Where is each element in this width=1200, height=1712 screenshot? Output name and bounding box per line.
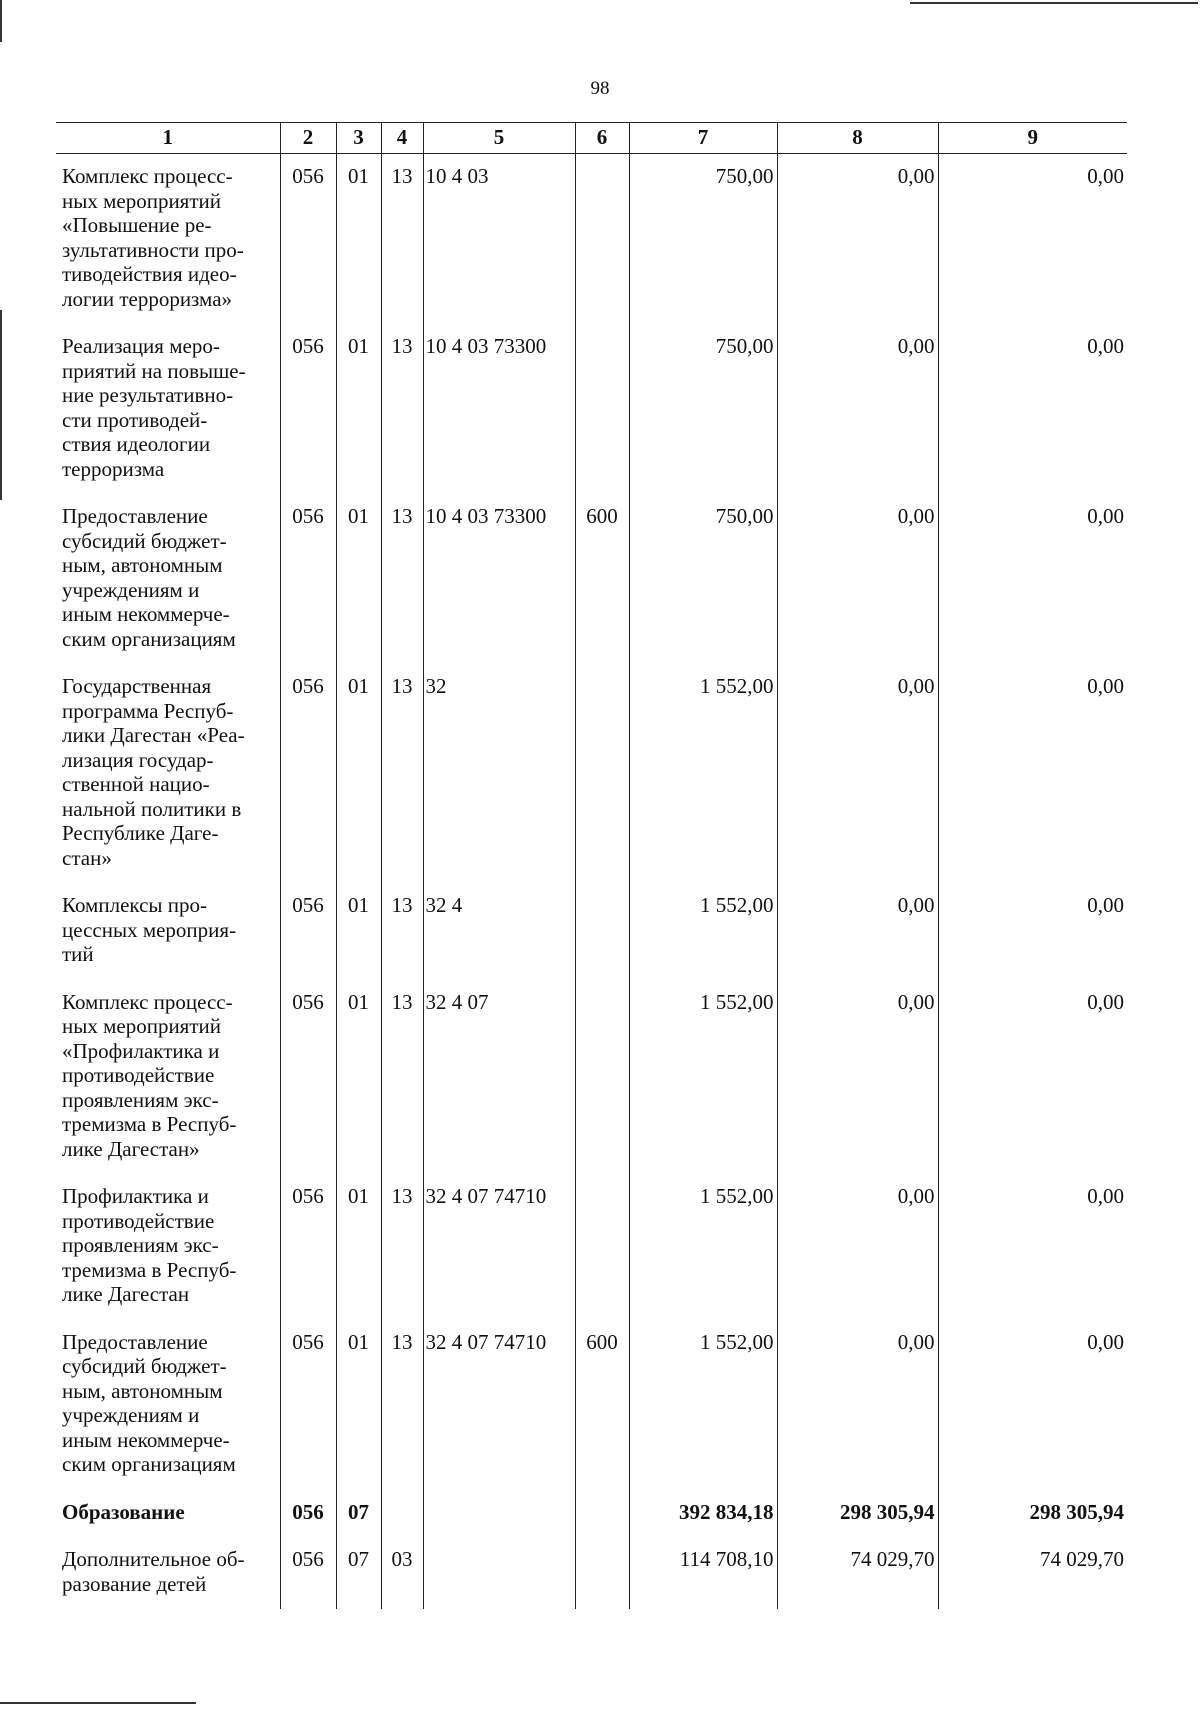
cell-ministry-code: 056 (280, 1174, 336, 1320)
cell-subsection-code: 13 (381, 1174, 423, 1320)
cell-ministry-code: 056 (280, 1320, 336, 1490)
cell-amount-year-3: 0,00 (938, 324, 1127, 494)
scan-edge-line-left-middle (0, 310, 2, 500)
cell-target-article: 32 4 07 74710 (423, 1174, 575, 1320)
cell-amount-year-2: 0,00 (777, 664, 938, 883)
cell-expense-type (575, 664, 629, 883)
column-header: 1 (56, 123, 280, 154)
cell-section-code: 01 (336, 154, 381, 325)
table-row (56, 1174, 1127, 1320)
cell-name: Реализация меро- приятий на повыше- ние результативно- сти противодей- ствия идеологии терроризма (56, 324, 280, 494)
cell-amount-year-3: 0,00 (938, 154, 1127, 325)
cell-subsection-code: 13 (381, 494, 423, 664)
cell-target-article: 10 4 03 73300 (423, 494, 575, 664)
cell-amount-year-2: 0,00 (777, 324, 938, 494)
table-row (56, 664, 1127, 883)
cell-target-article: 32 4 (423, 883, 575, 980)
table-row (56, 494, 1127, 664)
column-header: 8 (777, 123, 938, 154)
cell-target-article: 10 4 03 73300 (423, 324, 575, 494)
cell-amount-year-3: 298 305,94 (938, 1490, 1127, 1538)
cell-amount-year-2: 0,00 (777, 494, 938, 664)
column-header: 3 (336, 123, 381, 154)
cell-amount-year-3: 0,00 (938, 883, 1127, 980)
cell-section-code: 01 (336, 324, 381, 494)
cell-amount-year-3: 0,00 (938, 1174, 1127, 1320)
cell-target-article: 32 4 07 74710 (423, 1320, 575, 1490)
table-row (56, 154, 1127, 325)
cell-expense-type (575, 1537, 629, 1609)
cell-amount-year-2: 0,00 (777, 1174, 938, 1320)
cell-name: Дополнительное об- разование детей (56, 1537, 280, 1609)
cell-amount-year-1: 750,00 (629, 494, 777, 664)
cell-amount-year-1: 392 834,18 (629, 1490, 777, 1538)
cell-amount-year-3: 0,00 (938, 980, 1127, 1175)
cell-expense-type (575, 154, 629, 325)
cell-amount-year-1: 750,00 (629, 324, 777, 494)
cell-name: Комплексы про- цессных мероприя- тий (56, 883, 280, 980)
cell-amount-year-1: 1 552,00 (629, 980, 777, 1175)
cell-target-article: 10 4 03 (423, 154, 575, 325)
scan-edge-line-left (0, 0, 2, 42)
cell-section-code: 01 (336, 1320, 381, 1490)
cell-name: Предоставление субсидий бюджет- ным, автономным учреждениям и иным некоммерче- ским организациям (56, 1320, 280, 1490)
cell-expense-type: 600 (575, 1320, 629, 1490)
cell-section-code: 01 (336, 1174, 381, 1320)
scan-edge-line-top (910, 2, 1198, 4)
table-row (56, 1490, 1127, 1538)
column-header: 6 (575, 123, 629, 154)
cell-subsection-code: 13 (381, 1320, 423, 1490)
cell-name: Комплекс процесс- ных мероприятий «Повышение ре- зультативности про- тиводействия идео- логии терроризма» (56, 154, 280, 325)
cell-expense-type (575, 883, 629, 980)
cell-expense-type: 600 (575, 494, 629, 664)
cell-amount-year-2: 0,00 (777, 154, 938, 325)
table-row (56, 883, 1127, 980)
cell-name: Профилактика и противодействие проявлениям экс- тремизма в Респуб- лике Дагестан (56, 1174, 280, 1320)
cell-subsection-code: 13 (381, 324, 423, 494)
cell-subsection-code: 03 (381, 1537, 423, 1609)
cell-subsection-code: 13 (381, 664, 423, 883)
cell-target-article: 32 (423, 664, 575, 883)
cell-subsection-code: 13 (381, 980, 423, 1175)
header-row (56, 123, 1127, 154)
column-header: 7 (629, 123, 777, 154)
cell-section-code: 01 (336, 980, 381, 1175)
cell-section-code: 01 (336, 664, 381, 883)
cell-amount-year-2: 74 029,70 (777, 1537, 938, 1609)
cell-section-code: 01 (336, 494, 381, 664)
cell-ministry-code: 056 (280, 1490, 336, 1538)
cell-name: Комплекс процесс- ных мероприятий «Профилактика и противодействие проявлениям экс- тремизма в Респуб- лике Дагестан» (56, 980, 280, 1175)
cell-section-code: 07 (336, 1537, 381, 1609)
cell-expense-type (575, 980, 629, 1175)
cell-ministry-code: 056 (280, 883, 336, 980)
cell-name: Государственная программа Респуб- лики Дагестан «Реа- лизация государ- ственной нацио- нальной политики в Республике Даге- стан» (56, 664, 280, 883)
cell-ministry-code: 056 (280, 664, 336, 883)
cell-section-code: 01 (336, 883, 381, 980)
page-number: 98 (590, 78, 610, 99)
cell-ministry-code: 056 (280, 980, 336, 1175)
cell-target-article: 32 4 07 (423, 980, 575, 1175)
cell-amount-year-2: 298 305,94 (777, 1490, 938, 1538)
cell-amount-year-3: 74 029,70 (938, 1537, 1127, 1609)
cell-name: Предоставление субсидий бюджет- ным, автономным учреждениям и иным некоммерче- ским организациям (56, 494, 280, 664)
cell-subsection-code (381, 1490, 423, 1538)
scan-edge-line-bottom (0, 1702, 196, 1704)
cell-target-article (423, 1490, 575, 1538)
cell-amount-year-1: 1 552,00 (629, 1174, 777, 1320)
table-row (56, 1537, 1127, 1609)
cell-amount-year-3: 0,00 (938, 664, 1127, 883)
cell-amount-year-1: 1 552,00 (629, 1320, 777, 1490)
cell-amount-year-1: 1 552,00 (629, 883, 777, 980)
column-header: 5 (423, 123, 575, 154)
cell-amount-year-1: 1 552,00 (629, 664, 777, 883)
cell-amount-year-1: 750,00 (629, 154, 777, 325)
cell-expense-type (575, 1174, 629, 1320)
table-body (56, 154, 1127, 1610)
column-header: 9 (938, 123, 1127, 154)
cell-ministry-code: 056 (280, 324, 336, 494)
cell-amount-year-3: 0,00 (938, 1320, 1127, 1490)
cell-amount-year-3: 0,00 (938, 494, 1127, 664)
cell-section-code: 07 (336, 1490, 381, 1538)
cell-amount-year-2: 0,00 (777, 883, 938, 980)
cell-amount-year-2: 0,00 (777, 1320, 938, 1490)
cell-ministry-code: 056 (280, 494, 336, 664)
column-header: 2 (280, 123, 336, 154)
cell-subsection-code: 13 (381, 883, 423, 980)
cell-amount-year-2: 0,00 (777, 980, 938, 1175)
cell-expense-type (575, 324, 629, 494)
table-row (56, 980, 1127, 1175)
cell-name: Образование (56, 1490, 280, 1538)
cell-amount-year-1: 114 708,10 (629, 1537, 777, 1609)
cell-expense-type (575, 1490, 629, 1538)
table-row (56, 324, 1127, 494)
budget-table (56, 122, 1127, 1609)
cell-target-article (423, 1537, 575, 1609)
column-header: 4 (381, 123, 423, 154)
cell-subsection-code: 13 (381, 154, 423, 325)
table-row (56, 1320, 1127, 1490)
cell-ministry-code: 056 (280, 154, 336, 325)
cell-ministry-code: 056 (280, 1537, 336, 1609)
